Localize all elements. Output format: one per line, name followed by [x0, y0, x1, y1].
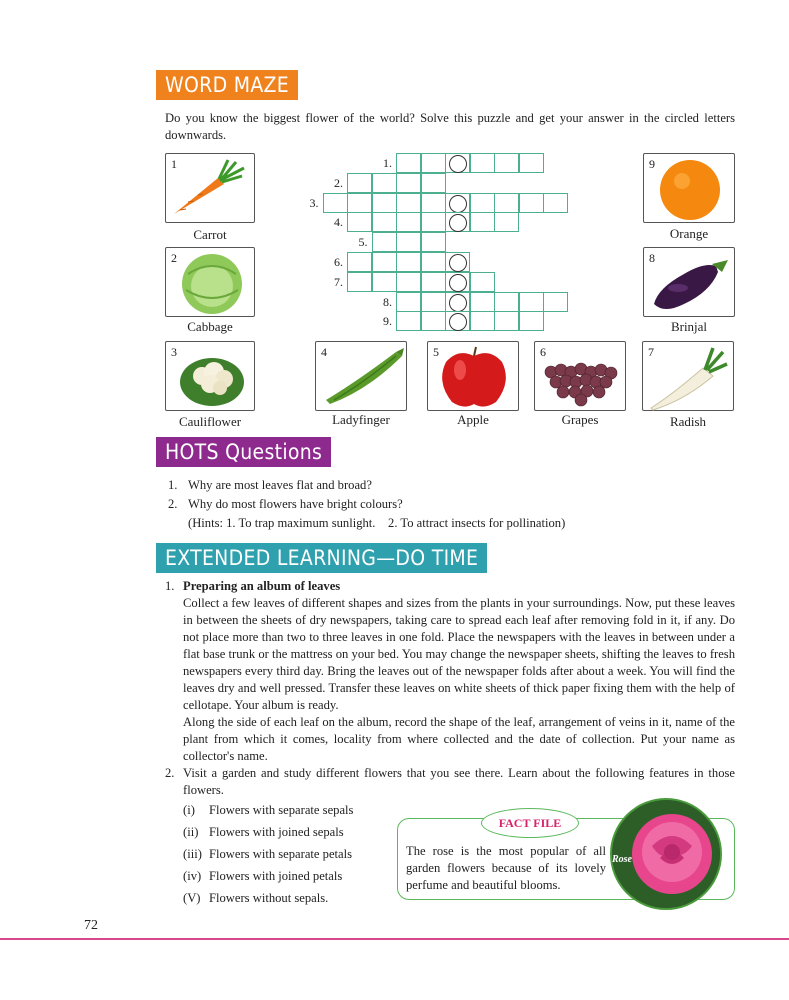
- caption-carrot: Carrot: [193, 227, 227, 242]
- album-title: Preparing an album of leaves: [183, 579, 341, 593]
- orange-image: [644, 154, 736, 224]
- crossword-circled-cell[interactable]: [445, 193, 470, 213]
- crossword-row-label: 7.: [334, 274, 343, 289]
- feature-item: (iv) Flowers with joined petals: [183, 869, 343, 883]
- card-number: 6: [540, 345, 546, 359]
- brinjal-image: [644, 248, 736, 318]
- features-list: [183, 799, 353, 909]
- crossword-cell[interactable]: [519, 193, 544, 213]
- card-cauliflower: [165, 341, 255, 411]
- card-number: 8: [649, 251, 655, 265]
- crossword-cell[interactable]: [347, 252, 372, 272]
- crossword-circled-cell[interactable]: [445, 292, 470, 312]
- card-radish: [642, 341, 734, 411]
- crossword-cell[interactable]: [421, 252, 446, 272]
- album-para-2: Along the side of each leaf on the album, record the shape of the leaf, arrangement of veins in it, name of the plant from which it comes, locality from where collected and the date of collection. Put your name as collector's name.: [183, 715, 735, 763]
- hots-questions: [168, 476, 565, 533]
- extended-item-1: 1. Preparing an album of leaves: [165, 579, 341, 593]
- rose-label: Rose: [612, 854, 632, 865]
- hots-hints: (Hints: 1. To trap maximum sunlight. 2. To attract insects for pollination): [188, 516, 566, 530]
- crossword-row-label: 4.: [334, 215, 343, 230]
- crossword-cell[interactable]: [494, 311, 519, 331]
- hots-heading: HOTS Questions: [156, 437, 331, 467]
- crossword-cell[interactable]: [519, 311, 544, 331]
- carrot-image: [166, 154, 256, 224]
- crossword-cell[interactable]: [494, 292, 519, 312]
- crossword-cell[interactable]: [396, 252, 421, 272]
- card-brinjal: [643, 247, 735, 317]
- caption-orange: Orange: [669, 226, 709, 241]
- crossword-cell[interactable]: [470, 193, 495, 213]
- crossword-cell[interactable]: [372, 272, 397, 292]
- card-orange: [643, 153, 735, 223]
- feature-item: (iii) Flowers with separate petals: [183, 847, 353, 861]
- crossword-circled-cell[interactable]: [445, 272, 470, 292]
- crossword-circled-cell[interactable]: [445, 153, 470, 173]
- card-grapes: [534, 341, 626, 411]
- crossword-cell[interactable]: [494, 153, 519, 173]
- card-number: 2: [171, 251, 177, 265]
- extended-item-2: 2. Visit a garden and study different flowers that you see there. Learn about the following features in those flowers.: [165, 766, 735, 797]
- ladyfinger-image: [316, 342, 408, 412]
- crossword-cell[interactable]: [421, 311, 446, 331]
- card-number: 7: [648, 345, 654, 359]
- fact-file-text: The rose is the most popular of all garden flowers because of its lovely perfume and beautiful blooms.: [406, 844, 606, 892]
- crossword-cell[interactable]: [470, 311, 495, 331]
- caption-ladyfinger: Ladyfinger: [332, 412, 390, 427]
- crossword-cell[interactable]: [421, 173, 446, 193]
- card-carrot: [165, 153, 255, 223]
- crossword-cell[interactable]: [396, 311, 421, 331]
- crossword-row-label: 9.: [383, 314, 392, 329]
- cabbage-image: [166, 248, 256, 318]
- crossword-circled-cell[interactable]: [445, 252, 470, 272]
- crossword-cell[interactable]: [470, 153, 495, 173]
- crossword-row-label: 3.: [309, 195, 319, 210]
- card-ladyfinger: [315, 341, 407, 411]
- caption-grapes: Grapes: [561, 412, 599, 427]
- crossword-cell[interactable]: [372, 193, 397, 213]
- album-para-1: Collect a few leaves of different shapes and sizes from the plants in your surroundings. Now, put these leaves in between the sheets of dry newspapers, taking care to spread each leaf after removing fold in it, if any. Do not place more than two to three leaves in one fold. Place the newspapers with the leaves in between under a flat base trunk or the mattress on your bed. You may change the newspaper sheets, shifting the leaves to fresh newspapers every third day. Bring the leaves out of the newspaper folds after about a week. You will find the leaves dry and well pressed. Transfer these leaves on white sheets of thick paper fixing them with the help of cellotape. Your album is ready.: [183, 596, 735, 712]
- crossword-row-label: 2.: [334, 175, 343, 190]
- crossword-cell[interactable]: [543, 292, 568, 312]
- crossword-cell[interactable]: [494, 193, 519, 213]
- crossword-cell[interactable]: [396, 173, 421, 193]
- cauliflower-image: [166, 342, 256, 412]
- footer-rule: [0, 938, 789, 940]
- feature-item: (ii) Flowers with joined sepals: [183, 825, 344, 839]
- crossword-cell[interactable]: [421, 272, 446, 292]
- crossword-cell[interactable]: [519, 292, 544, 312]
- crossword-cell[interactable]: [543, 193, 568, 213]
- radish-image: [643, 342, 735, 412]
- crossword-row-label: 6.: [334, 255, 343, 269]
- crossword-cell[interactable]: [372, 173, 397, 193]
- crossword-cell[interactable]: [347, 212, 372, 232]
- extended-heading: EXTENDED LEARNING—DO TIME: [156, 543, 487, 573]
- crossword-cell[interactable]: [470, 272, 495, 292]
- crossword-row-label: 5.: [358, 235, 368, 250]
- crossword-cell[interactable]: [372, 232, 397, 252]
- card-apple: [427, 341, 519, 411]
- crossword-cell[interactable]: [347, 272, 372, 292]
- word-maze-heading: WORD MAZE: [156, 70, 298, 100]
- crossword-cell[interactable]: [347, 173, 372, 193]
- crossword-cell[interactable]: [396, 292, 421, 312]
- crossword-cell[interactable]: [494, 212, 519, 232]
- crossword-cell[interactable]: [470, 212, 495, 232]
- card-number: 5: [433, 345, 439, 359]
- feature-item: (V) Flowers without sepals.: [183, 891, 329, 905]
- card-cabbage: [165, 247, 255, 317]
- question-item: 1. Why are most leaves flat and broad?: [168, 478, 372, 492]
- crossword-cell[interactable]: [396, 272, 421, 292]
- crossword-cell[interactable]: [323, 193, 348, 213]
- apple-image: [428, 342, 520, 412]
- crossword-cell[interactable]: [421, 232, 446, 252]
- crossword-cell[interactable]: [421, 212, 446, 232]
- caption-brinjal: Brinjal: [670, 319, 708, 334]
- crossword-row-label: 1.: [383, 156, 392, 170]
- garden-text: Visit a garden and study different flowers that you see there. Learn about the following features in those flowers.: [183, 766, 735, 797]
- card-number: 1: [171, 157, 177, 171]
- crossword-circled-cell[interactable]: [445, 212, 470, 232]
- page-number: 72: [84, 918, 98, 933]
- feature-item: (i) Flowers with separate sepals: [183, 803, 354, 817]
- crossword-cell[interactable]: [519, 153, 544, 173]
- crossword-cell[interactable]: [396, 153, 421, 173]
- caption-cauliflower: Cauliflower: [178, 414, 242, 429]
- card-number: 3: [171, 345, 177, 359]
- crossword-cell[interactable]: [396, 212, 421, 232]
- crossword-cell[interactable]: [421, 292, 446, 312]
- caption-apple: Apple: [457, 412, 489, 427]
- question-item: 2. Why do most flowers have bright colours?: [168, 497, 403, 511]
- card-number: 4: [321, 345, 327, 359]
- extended-body: [165, 578, 735, 799]
- crossword-cell[interactable]: [347, 193, 372, 213]
- fact-file-tag: FACT FILE: [481, 808, 579, 838]
- crossword-cell[interactable]: [470, 292, 495, 312]
- crossword-cell[interactable]: [396, 232, 421, 252]
- card-number: 9: [649, 157, 655, 171]
- caption-radish: Radish: [669, 414, 707, 429]
- crossword-circled-cell[interactable]: [445, 311, 470, 331]
- word-maze-intro: Do you know the biggest flower of the world? Solve this puzzle and get your answer in the circled letters downwards.: [165, 111, 735, 142]
- crossword-cell[interactable]: [396, 193, 421, 213]
- crossword-cell[interactable]: [372, 212, 397, 232]
- crossword-cell[interactable]: [421, 153, 446, 173]
- grapes-image: [535, 342, 627, 412]
- crossword-cell[interactable]: [421, 193, 446, 213]
- crossword-cell[interactable]: [372, 252, 397, 272]
- crossword-row-label: 8.: [383, 294, 392, 309]
- caption-cabbage: Cabbage: [187, 319, 233, 334]
